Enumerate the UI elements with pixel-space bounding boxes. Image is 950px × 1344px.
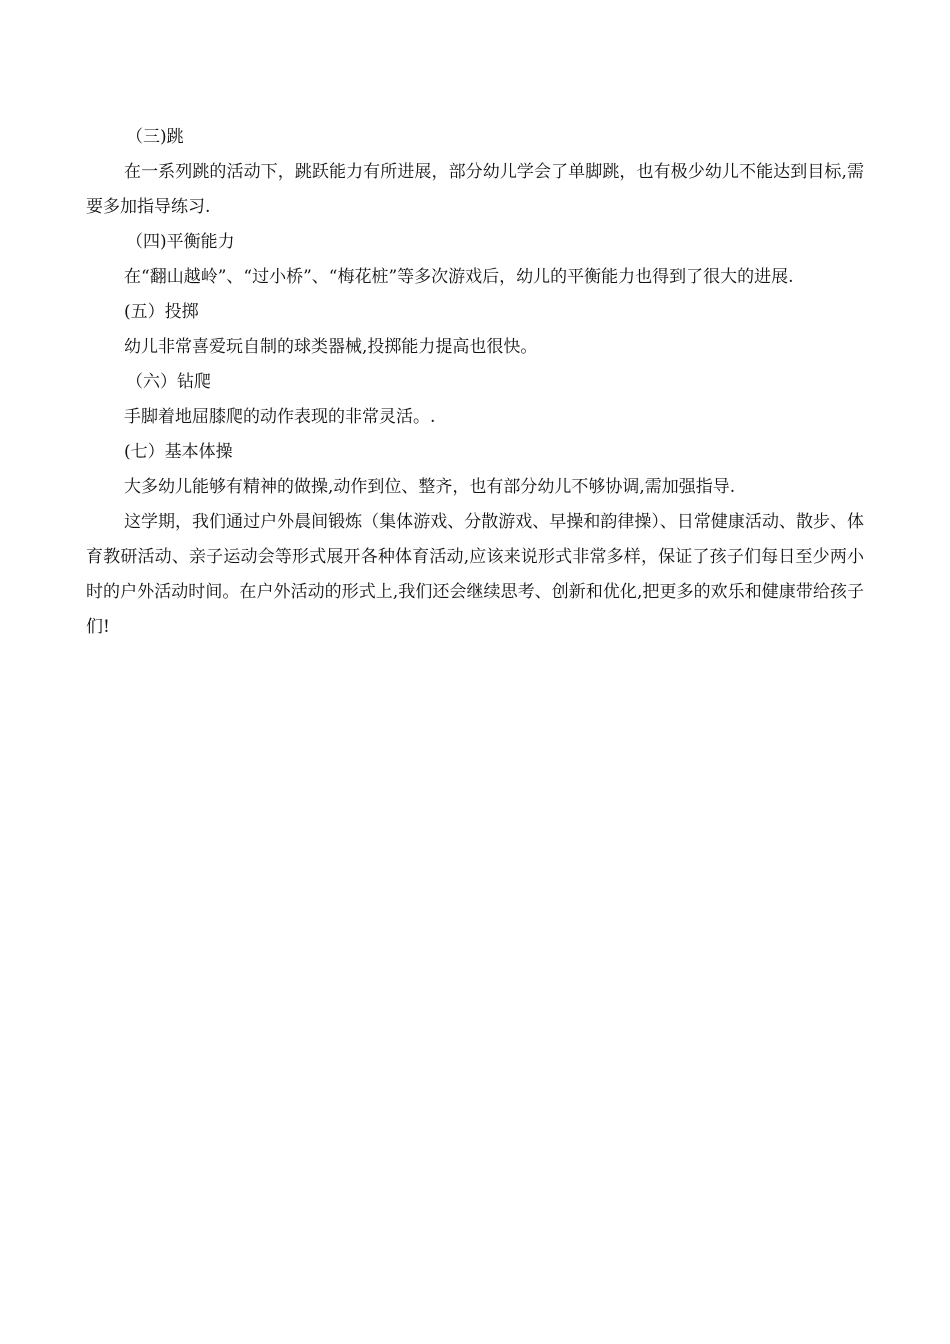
section-heading-gymnastics: (七）基本体操: [124, 442, 233, 462]
section-heading-balance: （四)平衡能力: [126, 232, 235, 252]
section-heading-jump: （三)跳: [126, 127, 184, 147]
section-body-balance: 在“翻山越岭”、“过小桥”、“梅花桩”等多次游戏后，幼儿的平衡能力也得到了很大的进展.: [124, 267, 794, 287]
section-heading-throw: (五）投掷: [124, 302, 199, 322]
section-body-crawl: 手脚着地屈膝爬的动作表现的非常灵活。.: [124, 407, 436, 427]
section-heading-crawl: （六）钻爬: [126, 372, 211, 392]
document-body: [86, 120, 864, 645]
section-body-throw: 幼儿非常喜爱玩自制的球类器械,投掷能力提高也很快。: [124, 337, 538, 357]
section-body-jump: 在一系列跳的活动下，跳跃能力有所进展，部分幼儿学会了单脚跳，也有极少幼儿不能达到目标,需要多加指导练习.: [86, 162, 864, 217]
section-body-gymnastics: 大多幼儿能够有精神的做操,动作到位、整齐，也有部分幼儿不够协调,需加强指导.: [124, 477, 736, 497]
summary-paragraph: 这学期，我们通过户外晨间锻炼（集体游戏、分散游戏、早操和韵律操）、日常健康活动、散步、体育教研活动、亲子运动会等形式展开各种体育活动,应该来说形式非常多样，保证了孩子们每日至少两小时的户外活动时间。在户外活动的形式上,我们还会继续思考、创新和优化,把更多的欢乐和健康带给孩子们!: [86, 512, 864, 637]
